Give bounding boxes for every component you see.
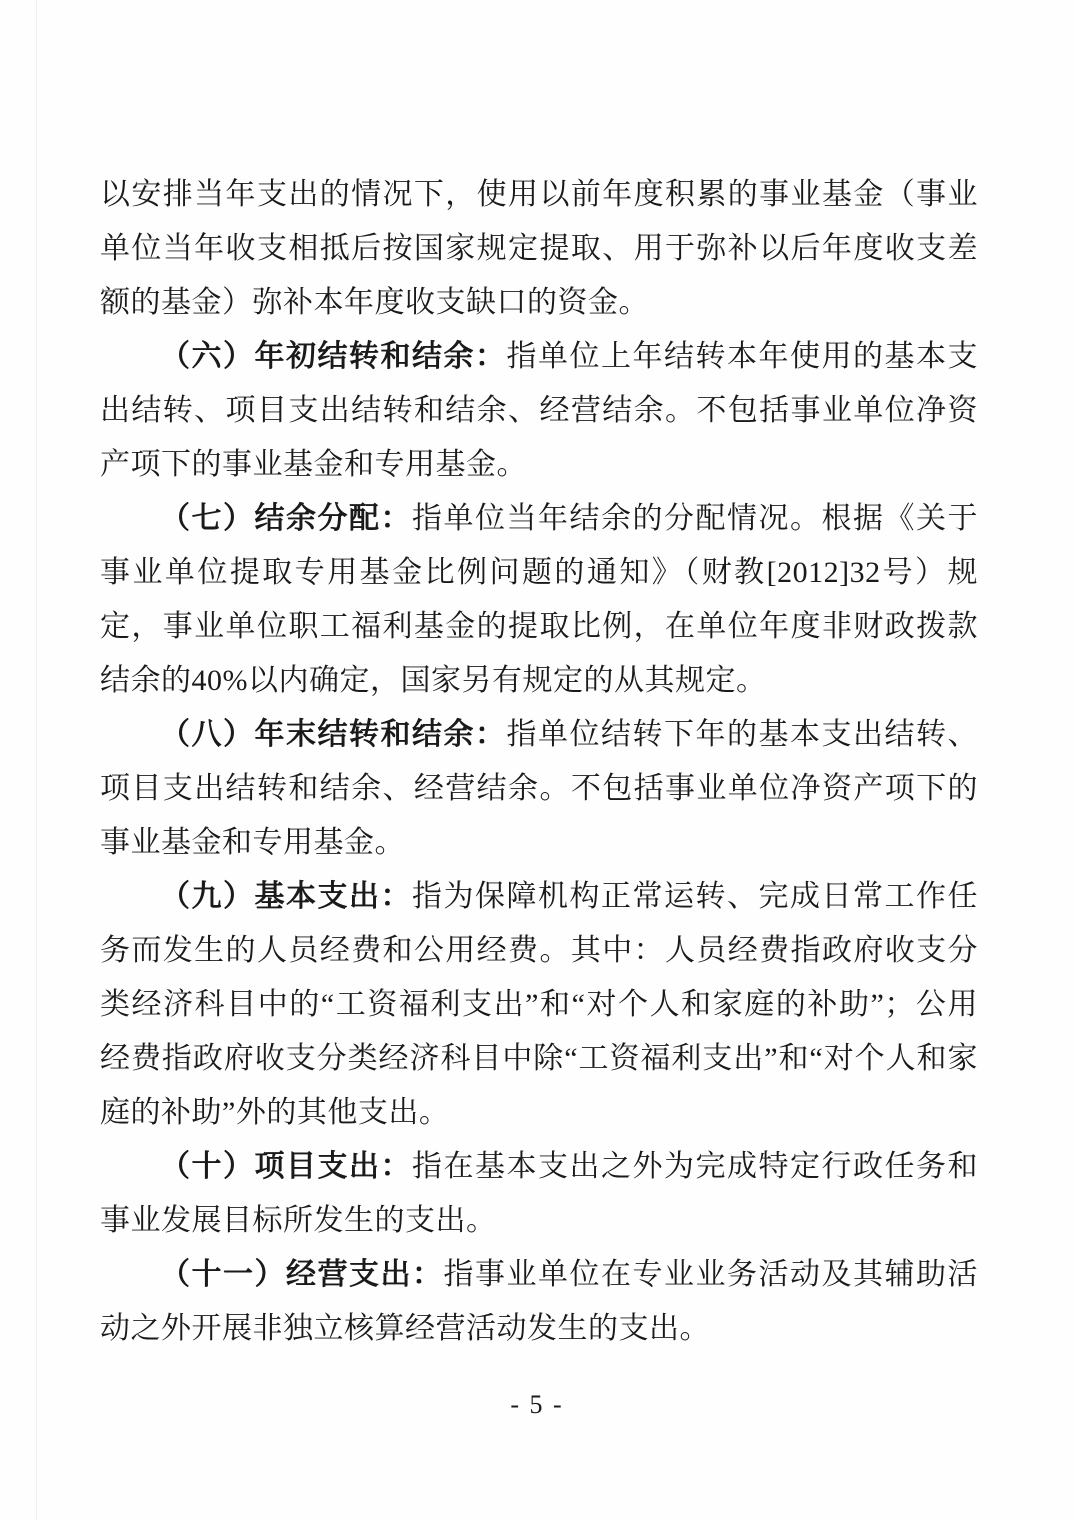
paragraph-lead: （十）项目支出：	[160, 1150, 412, 1183]
paragraph-lead: （六）年初结转和结余：	[160, 340, 507, 373]
page-number: - 5 -	[510, 1390, 564, 1419]
paragraph-body: 以安排当年支出的情况下，使用以前年度积累的事业基金（事业单位当年收支相抵后按国家规定提取、用于弥补以后年度收支差额的基金）弥补本年度收支缺口的资金。	[100, 178, 978, 319]
paragraph-body: 指为保障机构正常运转、完成日常工作任务而发生的人员经费和公用经费。其中：人员经费指政府收支分类经济科目中的“工资福利支出”和“对个人和家庭的补助”；公用经费指政府收支分类经济科目中除“工资福利支出”和“对个人和家庭的补助”外的其他支出。	[100, 880, 978, 1129]
paragraph-body: 指单位结转下年的基本支出结转、项目支出结转和结余、经营结余。不包括事业单位净资产项下的事业基金和专用基金。	[100, 718, 978, 859]
paragraph	[100, 492, 978, 708]
paragraph-body: 指单位上年结转本年使用的基本支出结转、项目支出结转和结余、经营结余。不包括事业单位净资产项下的事业基金和专用基金。	[100, 340, 978, 481]
paragraph	[100, 1140, 978, 1248]
paragraph	[100, 870, 978, 1140]
paragraph-body: 指事业单位在专业业务活动及其辅助活动之外开展非独立核算经营活动发生的支出。	[100, 1258, 978, 1345]
paragraph	[100, 168, 978, 330]
paragraph-body: 指在基本支出之外为完成特定行政任务和事业发展目标所发生的支出。	[100, 1150, 978, 1237]
scan-edge-artifact	[36, 0, 37, 1520]
page-content	[100, 168, 978, 1356]
paragraph-lead: （十一）经营支出：	[160, 1258, 444, 1291]
paragraph-lead: （八）年末结转和结余：	[160, 718, 507, 751]
paragraph-lead: （七）结余分配：	[160, 502, 412, 535]
paragraph	[100, 330, 978, 492]
paragraph-lead: （九）基本支出：	[160, 880, 412, 913]
paragraph-body: 指单位当年结余的分配情况。根据《关于事业单位提取专用基金比例问题的通知》（财教[2012]32号）规定，事业单位职工福利基金的提取比例，在单位年度非财政拨款结余的40%以内确定，国家另有规定的从其规定。	[100, 502, 978, 697]
paragraph	[100, 1248, 978, 1356]
paragraph	[100, 708, 978, 870]
